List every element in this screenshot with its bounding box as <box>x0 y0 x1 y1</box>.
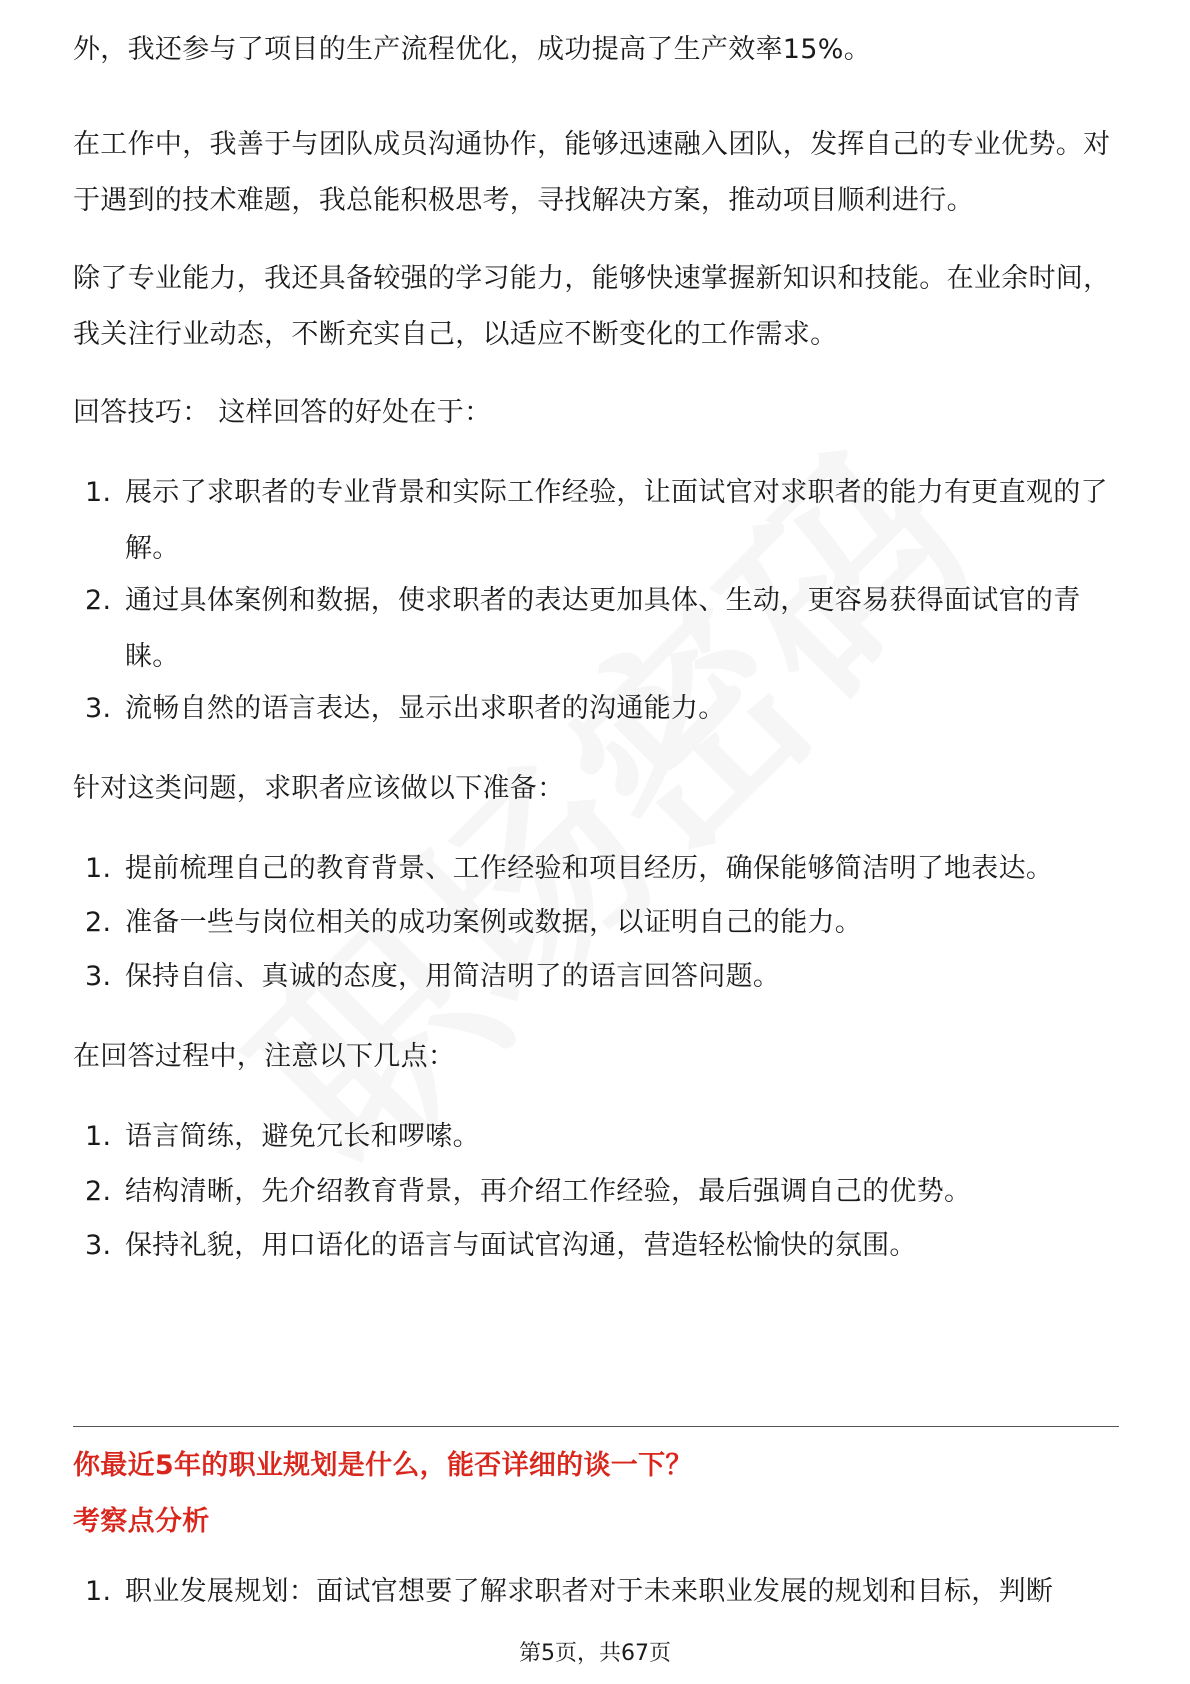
list-text: 流畅自然的语言表达，显示出求职者的沟通能力。 <box>125 693 726 724</box>
list-text: 职业发展规划：面试官想要了解求职者对于未来职业发展的规划和目标，判断 <box>125 1576 1054 1607</box>
list-item <box>73 1564 1119 1620</box>
list-item <box>73 841 1119 897</box>
list-item <box>73 949 1119 1005</box>
list-item <box>73 681 1119 737</box>
list-number: 3. <box>85 1230 112 1261</box>
paragraph-continuation: 外，我还参与了项目的生产流程优化，成功提高了生产效率15%。 <box>73 34 872 65</box>
list-text: 保持礼貌，用口语化的语言与面试官沟通，营造轻松愉快的氛围。 <box>125 1230 917 1261</box>
analysis-subtitle: 考察点分析 <box>73 1506 210 1537</box>
list-number: 1. <box>85 1576 112 1607</box>
list-text: 通过具体案例和数据，使求职者的表达更加具体、生动，更容易获得面试官的青睐。 <box>125 585 1081 672</box>
list-number: 1. <box>85 1121 112 1152</box>
list-text: 准备一些与岗位相关的成功案例或数据，以证明自己的能力。 <box>125 907 863 938</box>
list-text: 语言简练，避免冗长和啰嗦。 <box>125 1121 480 1152</box>
list-number: 1. <box>85 853 112 884</box>
list-number: 2. <box>85 585 112 616</box>
list-item <box>73 1164 1119 1220</box>
paragraph-tips-intro: 回答技巧： 这样回答的好处在于： <box>73 397 492 428</box>
list-item <box>73 573 1119 685</box>
paragraph-prep-intro: 针对这类问题，求职者应该做以下准备： <box>73 773 565 804</box>
list-item <box>73 1218 1119 1274</box>
paragraph-notes-intro: 在回答过程中，注意以下几点： <box>73 1041 456 1072</box>
list-item <box>73 465 1119 577</box>
paragraph-teamwork: 在工作中，我善于与团队成员沟通协作，能够迅速融入团队，发挥自己的专业优势。对于遇到的技术难题，我总能积极思考，寻找解决方案，推动项目顺利进行。 <box>73 129 1111 216</box>
list-item <box>73 1109 1119 1165</box>
list-number: 3. <box>85 693 112 724</box>
question-title: 你最近5年的职业规划是什么，能否详细的谈一下？ <box>73 1450 693 1481</box>
list-number: 2. <box>85 907 112 938</box>
list-text: 保持自信、真诚的态度，用简洁明了的语言回答问题。 <box>125 961 781 992</box>
list-text: 提前梳理自己的教育背景、工作经验和项目经历，确保能够简洁明了地表达。 <box>125 853 1054 884</box>
page-number: 第5页，共67页 <box>519 1641 671 1666</box>
paragraph-learning: 除了专业能力，我还具备较强的学习能力，能够快速掌握新知识和技能。在业余时间，我关注行业动态，不断充实自己，以适应不断变化的工作需求。 <box>73 263 1111 350</box>
list-text: 展示了求职者的专业背景和实际工作经验，让面试官对求职者的能力有更直观的了解。 <box>125 477 1108 564</box>
list-number: 3. <box>85 961 112 992</box>
section-divider <box>73 1426 1119 1427</box>
list-number: 1. <box>85 477 112 508</box>
list-text: 结构清晰，先介绍教育背景，再介绍工作经验，最后强调自己的优势。 <box>125 1176 972 1207</box>
list-item <box>73 895 1119 951</box>
list-number: 2. <box>85 1176 112 1207</box>
